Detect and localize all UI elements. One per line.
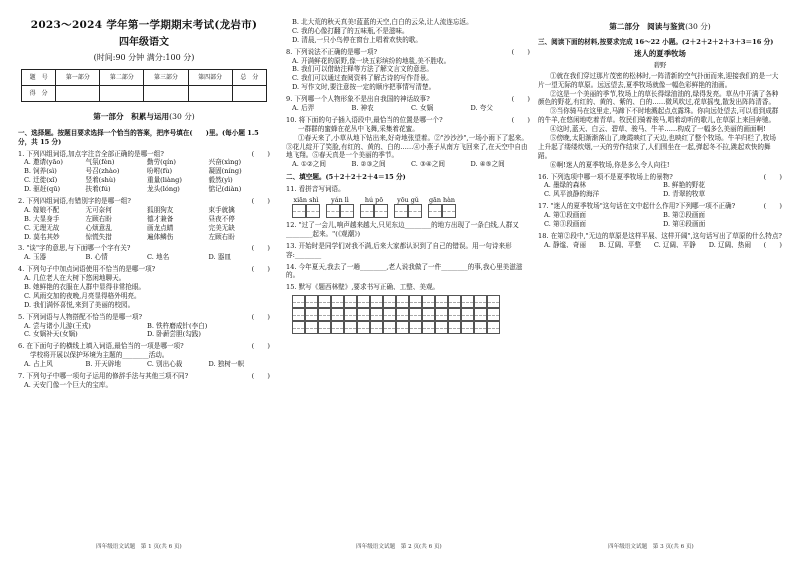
score-table-cell: 总 分 [232,70,266,86]
option: A. 墨绿的森林 [544,181,586,190]
option: D. 青翠的牧草 [663,190,706,199]
score-table [21,69,267,102]
option: D. 辽阔、热闹 [708,240,751,249]
writing-cell[interactable] [435,308,448,321]
pinyin-grid [292,196,530,218]
option: A. 开满鲜花的原野,像一块五彩缤纷的地毯,美不胜收。 [292,56,451,65]
option: 无可奈何 [85,205,112,214]
writing-cell[interactable] [448,308,461,321]
section2-heading: 二、填空题。(5＋2＋2＋2＋4＝15 分) [286,173,406,182]
char-boxes[interactable] [428,204,456,218]
option: C. 第③段画面 [544,220,586,229]
writing-cell[interactable] [357,308,370,321]
option: 惊慌失措 [85,232,112,241]
writing-cell[interactable] [474,308,487,321]
article-paragraph: ③当你骑马在这里走,马蹄下不时地溅起点点露珠。你向远处望去,可以看到成群的牛羊,在悠闲地吃着青草。牧民们骑着骏马,唱着动听的歌儿,在草原上来回奔驰。 [538,107,779,125]
pinyin-item [326,196,354,218]
writing-cell[interactable] [448,295,461,308]
option: 勤劳(qín) [147,158,176,167]
question-stem: 18. 在第②段中,"无边的草原是这样平展、这样开阔",这句话写出了草原的什么特点? [538,231,782,240]
answer-paren[interactable]: ( ) [511,95,530,104]
option: 惦记(diàn) [208,185,242,194]
writing-cell[interactable] [396,308,409,321]
page-1 [18,18,270,390]
pinyin-label: gān hàn [428,196,456,205]
writing-cell[interactable] [357,321,370,334]
option: B. 铁杵磨成针(李白) [147,321,208,330]
option: A. 邀请(yāo) [24,158,63,167]
question-12: 12. "过了一会儿,响声越来越大,只见东边________的地方出现了一条白线,人群又________起来。"(《观潮》) [286,221,519,238]
part2-points: (30 分) [685,22,711,31]
option: D. ④⑤之间 [470,160,505,169]
question-stem: 17. "迷人的夏季牧场"这句话在文中起什么作用?下列哪一项不正确? [538,202,736,211]
question-1 [18,150,270,194]
option: 竖着(shù) [85,176,116,185]
writing-cell[interactable] [370,321,383,334]
option: C. 风雨交加的夜晚,月亮显得格外明亮。 [24,291,141,300]
writing-cell[interactable] [422,295,435,308]
article-title: 迷人的夏季牧场 [634,49,686,59]
writing-cell[interactable] [331,295,344,308]
writing-cell[interactable] [396,295,409,308]
question-stem: 10. 将下面的句子插入语段中,最恰当的位置是哪一个? [286,115,443,124]
option: 束手就擒 [208,205,235,214]
score-entry-cell[interactable] [232,86,266,102]
insert-sentence: 一群群的蜜蜂在花丛中飞舞,采集着花蜜。 [298,124,419,133]
option: B. 她鲜艳的衣服在人群中显得非常抢眼。 [24,282,146,291]
option: C. 辽阔、平静 [653,240,696,249]
score-table-cell: 第二部分 [100,70,144,86]
writing-cell[interactable] [474,295,487,308]
score-table-score-row [22,86,267,102]
article-paragraph: ④这时,蓝天、白云、碧草、骏马、牛羊……构成了一幅多么美丽的画面啊! [550,125,766,134]
char-boxes[interactable] [326,204,354,218]
options [538,211,782,229]
option: C. 迁徙(xǐ) [24,176,58,185]
option: A. 静谧、奇丽 [544,240,586,249]
part1-heading [18,112,270,122]
option: 德才兼备 [147,214,174,223]
options [538,181,782,199]
question-stem: 1. 下列四组词语,加点字注音全部正确的是哪一组? [18,149,164,158]
option: D. 夸父 [470,104,493,113]
option: B. 开天辟地 [85,360,121,369]
writing-cell[interactable] [409,321,422,334]
pinyin-item [428,196,456,218]
option: C. 女娲补天(女娲) [24,330,78,339]
option: A. 第①段画面 [544,211,586,220]
page-footer-2: 四年级语文试题 第 2 页(共 6 页) [356,544,442,550]
option: C. 风平浪静的海洋 [544,190,600,199]
score-table-header-row [22,70,267,86]
answer-paren[interactable]: ( ) [251,149,270,158]
page-2 [286,18,530,334]
writing-cell[interactable] [344,321,357,334]
option: 扶着(fú) [85,185,111,194]
answer-paren[interactable]: ( ) [251,312,270,321]
question-stem: 11. 看拼音写词语。 [286,185,345,194]
option: B. 第②段画面 [663,211,706,220]
answer-paren[interactable]: ( ) [251,244,270,253]
question-15: 15. 默写《题西林壁》,要求书写正确、工整、美观。 [286,283,440,292]
option: C. 无理无故 [24,223,60,232]
pinyin-item [292,196,320,218]
char-boxes[interactable] [394,204,422,218]
option: 狐朋狗友 [147,205,174,214]
exam-title: 2023～2024 学年第一学期期末考试(龙岩市) [30,19,258,31]
question-5 [18,313,270,340]
question-stem: 8. 下列说法不正确的是哪一项? [286,47,378,56]
option: D. 器皿 [208,253,231,262]
part2-heading [538,22,782,32]
option: 画龙点睛 [147,223,174,232]
writing-cell[interactable] [487,321,500,334]
option: C. 地名 [147,253,170,262]
option: 毅然(yì) [208,176,233,185]
pinyin-label: hú pō [364,196,384,205]
question-8 [286,48,530,92]
question-10 [286,116,530,169]
part1-title: 第一部分 积累与运用 [93,112,170,122]
writing-cell[interactable] [409,308,422,321]
option: B. 鲜艳的野花 [663,181,706,190]
option: B. 北大荒的秋天真美!蓝蓝的天空,白白的云朵,让人流连忘返。 [292,18,473,26]
page-footer-1: 四年级语文试题 第 1 页(共 6 页) [96,544,182,550]
options [286,160,530,169]
exam-subject: 四年级语文 [119,37,169,49]
writing-cell[interactable] [448,321,461,334]
question-11 [286,185,530,218]
option: C. 女娲 [411,104,434,113]
writing-cell[interactable] [357,295,370,308]
writing-cell[interactable] [344,308,357,321]
question-13: 13. 开始时是同学们对我不满,后来大家都认识到了自己的错误。用一句诗来形容:________ [286,241,512,259]
writing-cell[interactable] [383,321,396,334]
question-17 [538,202,782,229]
score-table-cell: 第三部分 [144,70,188,86]
option: D. 莫名其妙 [24,232,60,241]
score-table-cell: 得 分 [22,86,56,102]
options [286,104,530,113]
score-table-cell: 第四部分 [188,70,232,86]
writing-cell[interactable] [409,295,422,308]
part2-title: 第二部分 阅读与鉴赏 [609,22,686,31]
question-16 [538,173,782,200]
score-entry-cell[interactable] [144,86,188,102]
question-stem: 2. 下列四组词语,有错别字的是哪一组? [18,196,131,205]
writing-cell[interactable] [435,321,448,334]
writing-cell[interactable] [305,295,318,308]
article-paragraph: ②这是一个美丽的季节,牧场上的草长得绿油油的,绿得发亮。草丛中开满了各种颜色的野花,有红的、黄的、紫的、白的……微风吹过,花草摇曳,散发出阵阵清香。 [538,89,779,107]
option: 左顾右盼 [85,214,112,223]
section3-heading: 三、阅读下面的材料,按要求完成 16～22 小题。(2＋2＋2＋2＋3＋3＝16 分) [538,38,774,47]
option: B. 神农 [351,104,374,113]
writing-cell[interactable] [318,295,331,308]
article-paragraph: ①就在我们穿过那片茂密的松林时,一阵清新的空气扑面而来,迎接我们的是一大片一望无际的草原。远远望去,夏季牧场就像一幅色彩鲜艳的油画。 [538,71,779,89]
options [18,158,270,194]
article-paragraph: ⑤傍晚,太阳渐渐落山了,晚霞映红了天边,也映红了整个牧场。牛羊归栏了,牧场上升起了缕缕炊烟,一天的劳作结束了,人们围坐在一起,弹起冬不拉,跳起欢快的舞蹈。 [538,134,776,160]
question-stem: 6. 在下面句子的横线上填入词语,最恰当的一项是哪一项? [18,342,184,351]
answer-paren[interactable]: ( ) [251,196,270,205]
writing-cell[interactable] [305,308,318,321]
option: C. 我们可以通过查阅资料了解古诗的写作背景。 [292,74,433,83]
question-6 [18,342,270,369]
writing-cell[interactable] [422,308,435,321]
question-4 [18,265,270,309]
writing-cell[interactable] [331,308,344,321]
time-and-score: (时间:90 分钟 满分:100 分) [93,52,195,62]
pinyin-item [394,196,422,218]
option: 吩咐(fù) [147,167,173,176]
question-7 [18,372,270,390]
pinyin-label: xiān shì [293,196,319,205]
option: 左顾右盼 [208,232,235,241]
writing-cell[interactable] [292,321,305,334]
answer-paren[interactable]: ( ) [763,172,782,181]
writing-cell[interactable] [305,321,318,334]
char-boxes[interactable] [360,204,388,218]
pinyin-item [360,196,388,218]
option: 兴奋(xìng) [208,158,242,167]
writing-cell[interactable] [422,321,435,334]
option: 凝固(níng) [208,167,242,176]
option: 重量(liàng) [147,176,182,185]
writing-cell[interactable] [435,295,448,308]
writing-cell[interactable] [396,321,409,334]
option: C. 别出心裁 [147,360,183,369]
article-author: 碧野 [653,61,667,70]
option: A. 尝与诸小儿游(王戎) [24,321,91,330]
option: B. 大显身手 [24,214,60,223]
writing-cell[interactable] [370,295,383,308]
option: D. 第④段画面 [663,220,706,229]
writing-cell[interactable] [487,295,500,308]
option: B. 心情 [85,253,108,262]
answer-paren[interactable]: ( ) [251,342,270,351]
answer-paren[interactable]: ( ) [511,47,530,56]
option: 号召(zhào) [85,167,120,176]
question-stem: 7. 下列句子中哪一项句子运用的修辞手法与其他三项不同? [18,371,189,380]
answer-paren[interactable]: ( ) [763,202,782,211]
part1-points: (30 分) [169,112,195,122]
writing-grid[interactable] [292,295,530,334]
writing-cell[interactable] [474,321,487,334]
question-3 [18,244,270,262]
option: A. 后羿 [292,104,315,113]
writing-cell[interactable] [383,295,396,308]
writing-cell[interactable] [318,321,331,334]
question-stem: 16. 下列选项中哪一项不是夏季牧场上的景物? [538,172,673,181]
options [18,360,270,369]
writing-cell[interactable] [461,308,474,321]
options [538,241,764,250]
option: D. 清晨,一只小鸟停在窗台上唱着欢快的歌。 [292,35,423,44]
score-entry-cell[interactable] [100,86,144,102]
question-18 [538,232,782,250]
writing-cell[interactable] [487,308,500,321]
question-stem: 5. 下列词语与人物搭配不恰当的是哪一项? [18,312,143,321]
pinyin-label: yōu gǔ [397,196,419,205]
option: C. ③④之间 [411,160,446,169]
option: 昼夜不停 [208,214,235,223]
option: 完美无缺 [208,223,235,232]
answer-paren[interactable]: ( ) [251,265,270,274]
option: B. 辽阔、平整 [598,240,641,249]
options [18,322,270,340]
question-stem: 4. 下列句子中加点词语使用不恰当的是哪一项? [18,265,156,274]
question-14: 14. 今年夏天,我去了一趟________,老人说我做了一件________的事,我心里美滋滋的。 [286,262,523,280]
option: D. 驱赶(qū) [24,185,61,194]
option: D. 写作文时,要注意按一定的顺序把事情写清楚。 [292,83,436,92]
score-entry-cell[interactable] [188,86,232,102]
writing-cell[interactable] [461,321,474,334]
writing-cell[interactable] [461,295,474,308]
option: 遍体鳞伤 [147,232,174,241]
question-stem: 3. "谈"字的意思,与下面哪一个字有关? [18,244,131,253]
option: B. 饲养(sì) [24,167,57,176]
option: B. ②③之间 [351,160,386,169]
options [18,253,270,262]
pinyin-label: yán lì [331,196,349,205]
writing-cell[interactable] [383,308,396,321]
page-footer-3: 四年级语文试题 第 3 页(共 6 页) [608,544,694,550]
score-table-cell: 第一部分 [56,70,100,86]
answer-paren[interactable]: ( ) [511,115,530,124]
question-stem: 9. 下列哪一个人物形象不是出自我国的神话故事? [286,95,430,104]
page-3 [538,18,782,250]
char-boxes[interactable] [292,204,320,218]
question-sentence: 学校将开展以保护环境为主题的________活动。 [30,351,169,360]
option: A. 嫁娘不配 [24,205,60,214]
option: D. 独树一帜 [208,360,245,369]
answer-paren[interactable]: ( ) [251,371,270,380]
option: 龙头(lóng) [147,185,180,194]
option: A. ①②之间 [292,160,326,169]
option: D. 卧薪尝胆(勾践) [147,330,201,339]
option: 气氛(fèn) [85,158,115,167]
passage: ①春天来了,小草从地下钻出来,好奇地张望着。②"沙沙沙",一场小雨下了起来。③花儿绽开了笑脸,有红的、黄的、白的……④小燕子从南方飞回来了,在天空中自由地飞翔。⑤春天真是一个美丽的季节。 [286,133,528,160]
writing-cell[interactable] [344,295,357,308]
article-paragraph: ⑥啊!迷人的夏季牧场,你是多么令人向往! [550,160,670,169]
option: B. 我们可以借助注释等方法了解文言文的意思。 [292,65,433,74]
option: A. 几位老人在大树下悠闲地聊天。 [24,274,126,283]
writing-cell[interactable] [292,295,305,308]
writing-cell[interactable] [292,308,305,321]
question-2 [18,197,270,241]
score-table-cell: 题 号 [22,70,56,86]
options [18,206,270,242]
score-entry-cell[interactable] [56,86,100,102]
option: C. 我的心像打翻了的五味瓶,不是滋味。 [292,26,409,35]
answer-paren[interactable]: ( ) [763,240,782,249]
option: 心烦意乱 [85,223,112,232]
option: A. 天安门像一个巨大的宝库。 [24,380,113,389]
section1-heading: 一、选择题。按题目要求选择一个恰当的答案，把序号填在( )里。(每小题 1.5 分，共 15 分) [18,128,259,146]
option: A. 玉器 [24,253,47,262]
writing-cell[interactable] [370,308,383,321]
option: D. 我们满怀喜悦,来到了美丽的校园。 [24,300,135,309]
question-9 [286,95,530,113]
writing-cell[interactable] [331,321,344,334]
option: A. 占上风 [24,360,53,369]
writing-cell[interactable] [318,308,331,321]
